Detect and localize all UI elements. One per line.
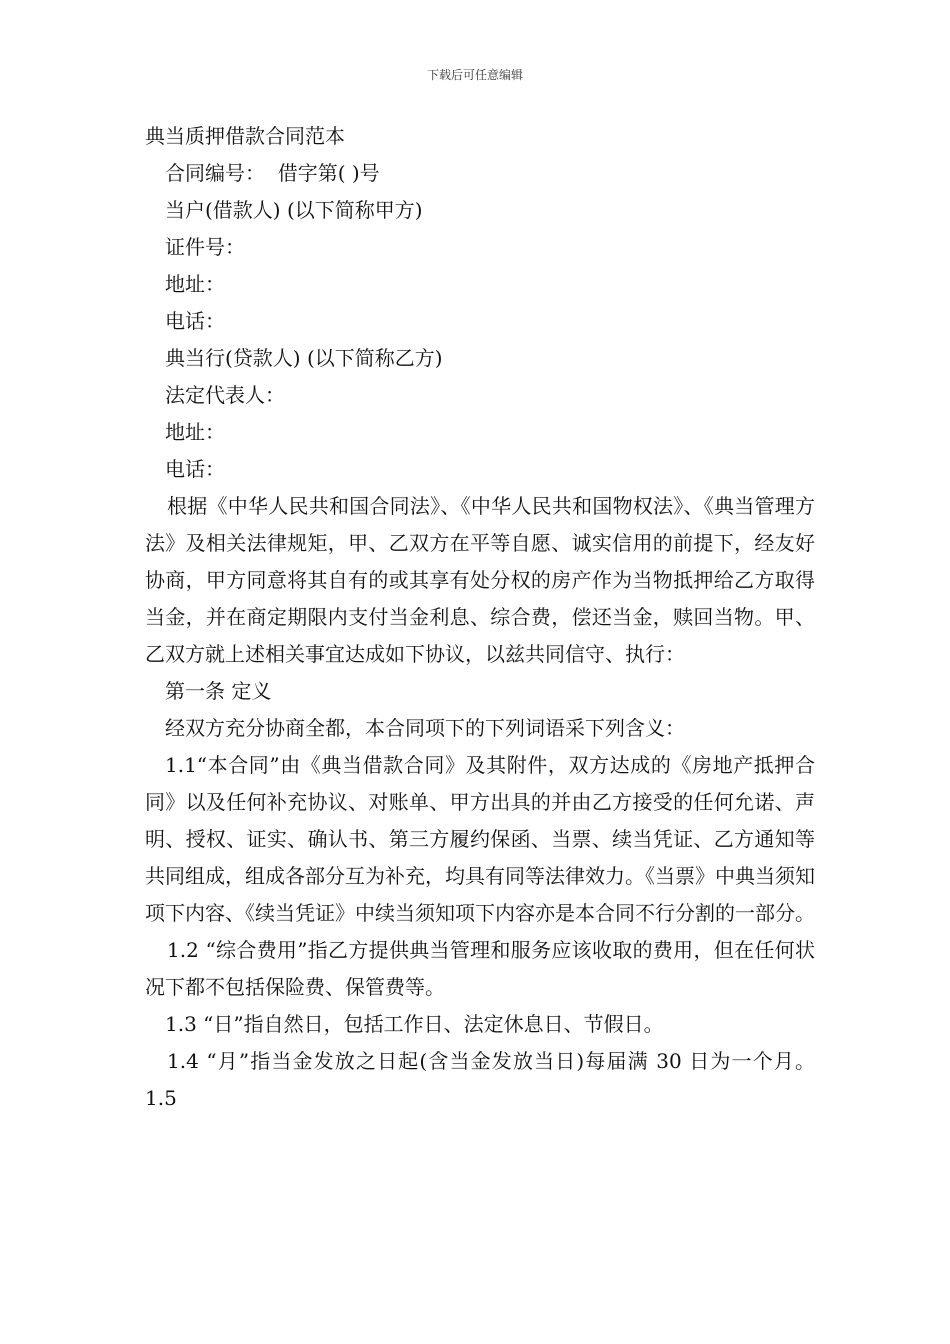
page-header: 下载后可任意编辑 [426, 68, 523, 82]
article-1-intro: 经双方充分协商全都，本合同项下的下列词语采下列含义： [165, 716, 685, 740]
field-pawnshop-phone: 电话： [165, 457, 225, 481]
document-body [145, 118, 815, 1117]
preamble-paragraph: 根据《中华人民共和国合同法》、《中华人民共和国物权法》、《典当管理方法》及相关法律规矩，甲、乙双方在平等自愿、诚实信用的前提下，经友好协商，甲方同意将其自有的或其享有处分权的房产作为当物抵押给乙方取得当金，并在商定期限内支付当金利息、综合费，偿还当金，赎回当物。甲、乙双方就上述相关事宜达成如下协议，以兹共同信守、执行： [145, 494, 815, 666]
article-1-heading: 第一条 定义 [165, 679, 272, 703]
field-pawnshop-address: 地址： [165, 420, 225, 444]
field-pawner-phone: 电话： [165, 309, 225, 333]
field-pawner-address: 地址： [165, 272, 225, 296]
clause-1-2: 1.2 “综合费用”指乙方提供典当管理和服务应该收取的费用，但在任何状况下都不包括保险费、保管费等。 [145, 938, 815, 999]
clause-1-4: 1.4 “月”指当金发放之日起(含当金发放当日)每届满 30 日为一个月。 1.5 [145, 1049, 815, 1110]
clause-1-3: 1.3 “日”指自然日，包括工作日、法定休息日、节假日。 [165, 1012, 664, 1036]
document-title: 典当质押借款合同范本 [145, 124, 345, 148]
field-pawner: 当户(借款人) (以下简称甲方) [165, 198, 423, 222]
field-pawnshop: 典当行(贷款人) (以下简称乙方) [165, 346, 443, 370]
field-legal-representative: 法定代表人： [165, 383, 285, 407]
field-id-number: 证件号： [165, 235, 245, 259]
clause-1-1: 1.1“本合同”由《典当借款合同》及其附件，双方达成的《房地产抵押合同》以及任何补充协议、对账单、甲方出具的并由乙方接受的任何允诺、声明、授权、证实、确认书、第三方履约保函、当票、续当凭证、乙方通知等共同组成，组成各部分互为补充，均具有同等法律效力。《当票》中典当须知项下内容、《续当凭证》中续当须知项下内容亦是本合同不行分割的一部分。 [145, 753, 815, 925]
field-contract-number: 合同编号： 借字第( )号 [165, 161, 380, 185]
